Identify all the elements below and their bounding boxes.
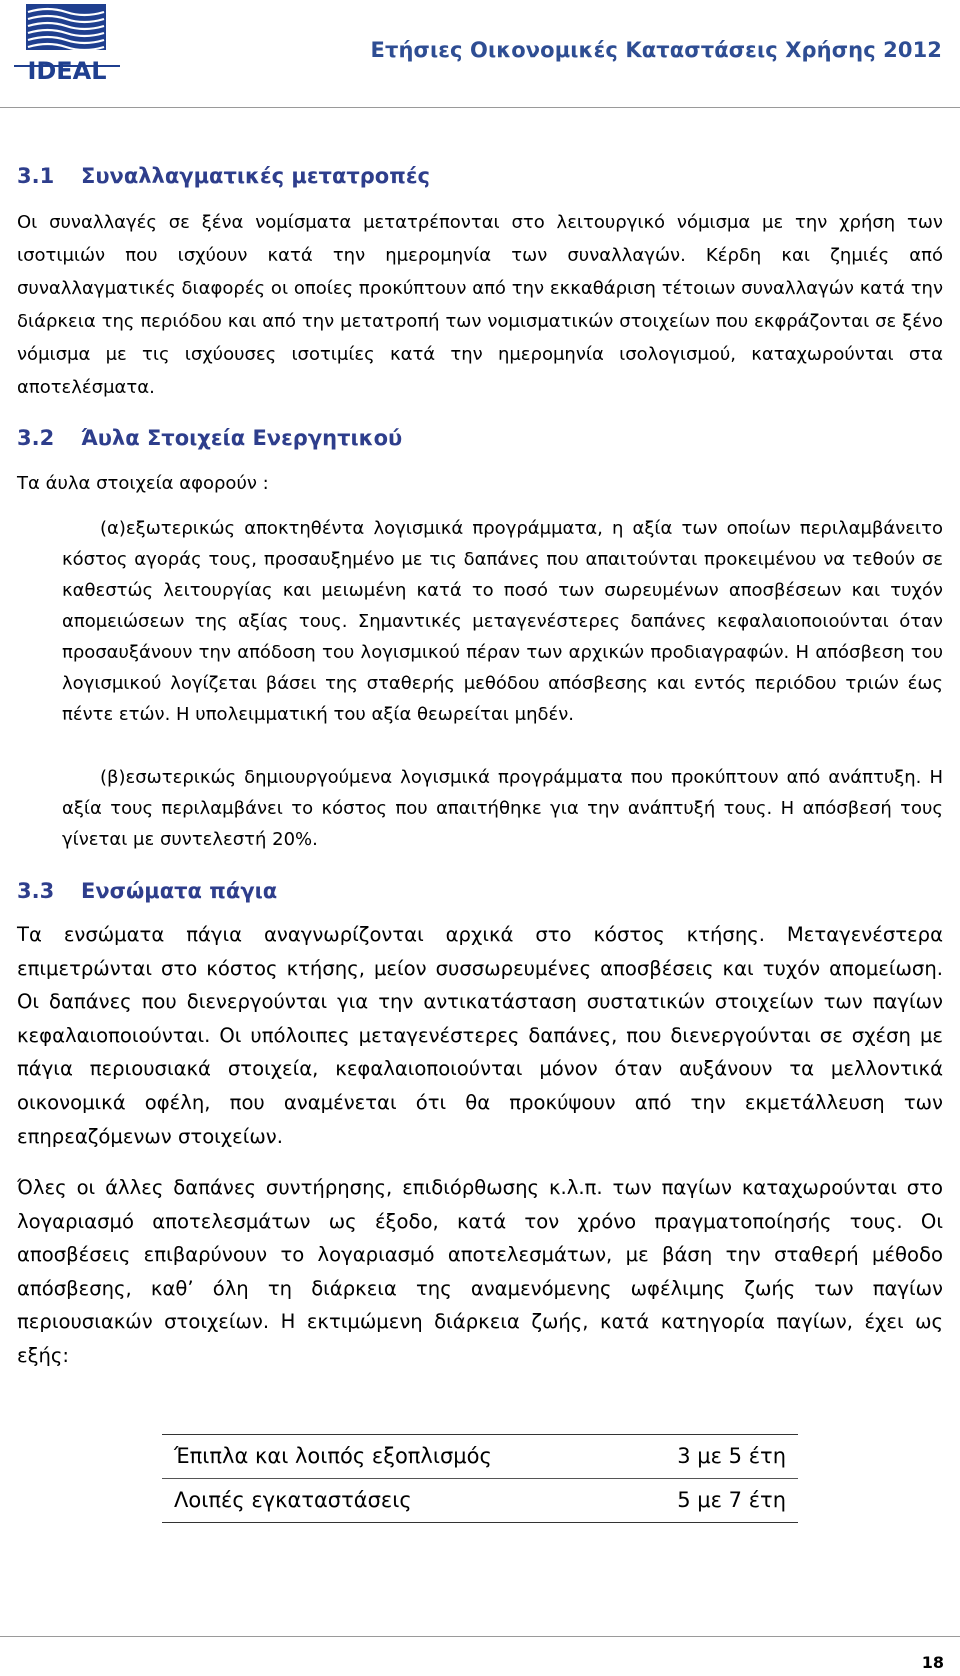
section-number: 3.3 — [17, 879, 55, 903]
section-3-1-heading — [17, 164, 430, 188]
list-item-a — [38, 513, 943, 730]
svg-text:IDEAL: IDEAL — [27, 57, 107, 84]
footer-divider — [0, 1636, 960, 1637]
section-3-2-intro: Τα άυλα στοιχεία αφορούν : — [17, 473, 269, 494]
section-3-3-paragraph-2: Όλες οι άλλες δαπάνες συντήρησης, επιδιόρθωσης κ.λ.π. των παγίων καταχωρούνται στο λογαριασμό αποτελεσμάτων ως έξοδο, κατά τον χρόνο πραγματοποίησής τους. Οι αποσβέσεις επιβαρύνουν το λογαριασμό αποτελεσμάτων, με βάση την σταθερή μέθοδο απόσβεσης, καθ’ όλη τη διάρκεια της αναμενόμενης ωφέλιμης ζωής των παγίων περιουσιακών στοιχείων. Η εκτιμώμενη διάρκεια ζωής, κατά κατηγορία παγίων, έχει ως εξής: — [17, 1176, 943, 1367]
section-3-2-heading — [17, 426, 402, 450]
table-cell-life: 5 με 7 έτη — [606, 1479, 798, 1523]
page-number: 18 — [921, 1653, 944, 1672]
table-cell-life: 3 με 5 έτη — [677, 1444, 786, 1468]
list-label: (β) — [100, 767, 126, 788]
section-title: Ενσώματα πάγια — [81, 879, 278, 903]
table-cell-category: Λοιπές εγκαταστάσεις — [162, 1479, 606, 1523]
section-number: 3.1 — [17, 164, 55, 188]
section-3-3-paragraph-1: Τα ενσώματα πάγια αναγνωρίζονται αρχικά στο κόστος κτήσης. Μεταγενέστερα επιμετρώνται στο κόστος κτήσης, μείον συσσωρευμένες αποσβέσεις και τυχόν απομείωση. Οι δαπάνες που διενεργούνται για την αντικατάσταση συστατικών στοιχείων των παγίων κεφαλαιοποιούνται. Οι υπόλοιπες μεταγενέστερες δαπάνες, που διενεργούνται σε σχέση με πάγια περιουσιακά στοιχεία, κεφαλαιοποιούνται μόνον όταν αυξάνουν τα μελλοντικά οικονομικά οφέλη, που αναμένεται ότι θα προκύψουν από την εκμετάλλευση των επηρεαζόμενων στοιχείων. — [17, 923, 943, 1148]
section-title: Άυλα Στοιχεία Ενεργητικού — [81, 426, 403, 450]
list-label: (α) — [100, 518, 126, 539]
ideal-logo — [14, 4, 120, 84]
document-title: Ετήσιες Οικονομικές Καταστάσεις Χρήσης 2012 — [370, 38, 942, 62]
header-divider — [0, 107, 960, 108]
table-row — [162, 1435, 798, 1479]
list-text: εσωτερικώς δημιουργούμενα λογισμικά προγράμματα που προκύπτουν από ανάπτυξη. Η αξία τους περιλαμβάνει το κόστος που απαιτήθηκε για την ανάπτυξή τους. Η απόσβεσή τους γίνεται με συντελεστή 20%. — [62, 767, 943, 850]
list-text: εξωτερικώς αποκτηθέντα λογισμικά προγράμματα, η αξία των οποίων περιλαμβάνειτο κόστος αγοράς τους, προσαυξημένο με τις δαπάνες που απαιτούνται προκειμένου να τεθούν σε καθεστώς λειτουργίας και μειωμένη κατά το ποσό των σωρευμένων αποσβέσεων και τυχόν απομειώσεων της αξίας τους. Σημαντικές μεταγενέστερες δαπάνες κεφαλαιοποιούνται όταν προσαυξάνουν την απόδοση του λογισμικού πέραν των αρχικών προδιαγραφών. Η απόσβεση του λογισμικού λογίζεται βάσει της σταθερής μεθόδου απόσβεσης και εντός περιόδου τριών έως πέντε ετών. Η υπολειμματική του αξία θεωρείται μηδέν. — [62, 518, 943, 725]
table-row — [162, 1479, 798, 1523]
section-number: 3.2 — [17, 426, 55, 450]
section-3-1-paragraph: Οι συναλλαγές σε ξένα νομίσματα μετατρέπονται στο λειτουργικό νόμισμα με την χρήση των ισοτιμιών που ισχύουν κατά την ημερομηνία των συναλλαγών. Κέρδη και ζημιές από συναλλαγματικές διαφορές οι οποίες προκύπτουν από την εκκαθάριση τέτοιων συναλλαγών κατά την διάρκεια της περιόδου και από την μετατροπή των νομισματικών στοιχείων που εκφράζονται σε ξένο νόμισμα με τις ισχύουσες ισοτιμίες κατά την ημερομηνία ισολογισμού, καταχωρούνται στα αποτελέσματα. — [17, 212, 943, 398]
section-3-3-heading — [17, 879, 277, 903]
table-cell-category: Έπιπλα και λοιπός εξοπλισμός — [174, 1444, 492, 1468]
useful-life-table — [162, 1434, 798, 1523]
list-item-b — [38, 762, 943, 855]
section-title: Συναλλαγματικές μετατροπές — [81, 164, 430, 188]
